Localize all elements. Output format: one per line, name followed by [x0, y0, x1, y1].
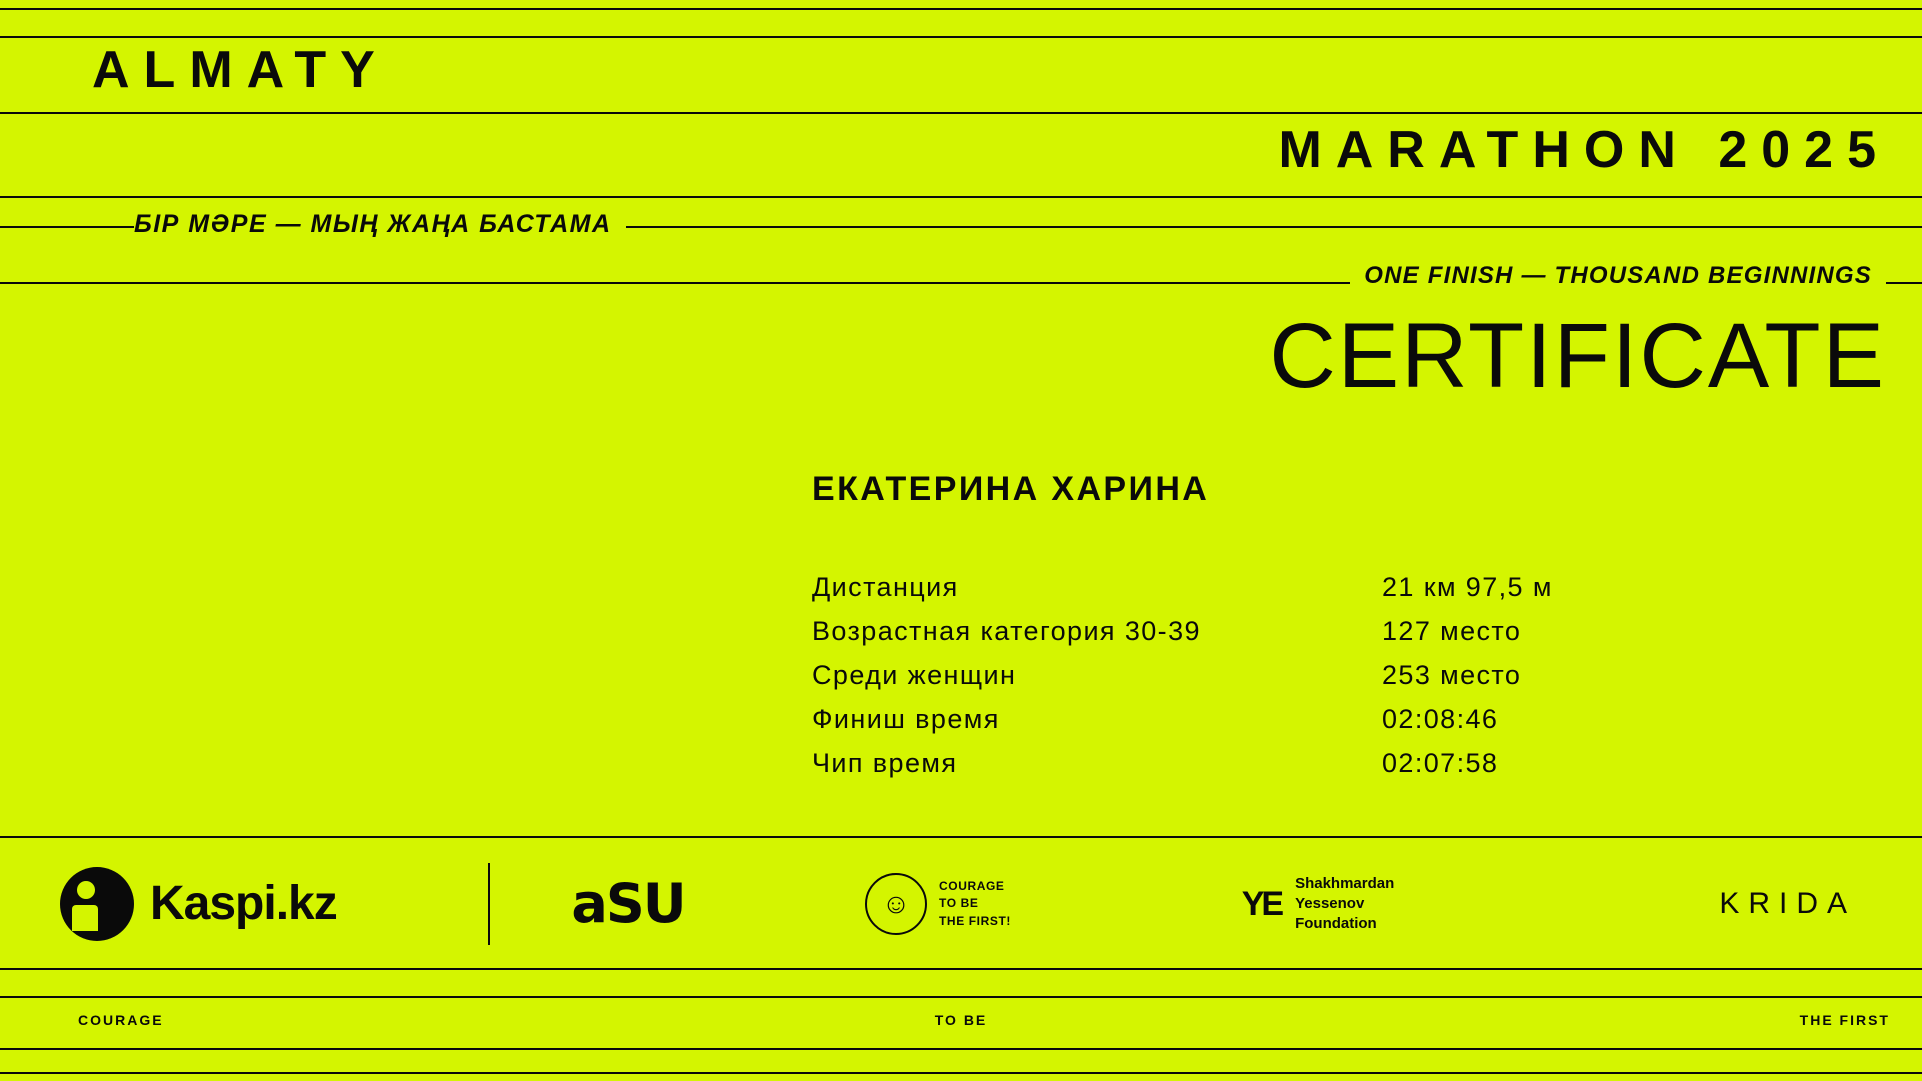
rule-footer-top — [0, 996, 1922, 998]
rule-top-2 — [0, 36, 1922, 38]
result-value: 21 км 97,5 м — [1382, 572, 1553, 602]
kaspi-logo-icon — [60, 867, 134, 941]
asu-wordmark: aSU — [571, 872, 685, 935]
rule-bottom — [0, 1072, 1922, 1074]
table-row — [812, 706, 1632, 733]
table-row — [812, 662, 1632, 689]
rule-sponsors-top — [0, 836, 1922, 838]
result-label: Возрастная категория 30-39 — [812, 616, 1201, 646]
courage-line-1: COURAGE — [939, 878, 1005, 893]
sponsor-strip — [0, 840, 1922, 968]
sponsor-divider — [488, 863, 490, 945]
result-label: Чип время — [812, 748, 958, 778]
rule-footer-bottom — [0, 1048, 1922, 1050]
result-label: Дистанция — [812, 572, 959, 602]
result-value: 02:08:46 — [1382, 704, 1499, 734]
shakhmardan-line-1: Shakhmardan — [1295, 874, 1395, 892]
courage-fund-icon: ☺ — [865, 873, 927, 935]
table-row — [812, 618, 1632, 645]
sponsor-shakhmardan-yessenov — [1118, 840, 1518, 968]
result-value: 253 место — [1382, 660, 1522, 690]
rule-header-2 — [0, 196, 1922, 198]
shakhmardan-line-2: Yessenov — [1295, 894, 1365, 912]
shakhmardan-line-3: Foundation — [1295, 915, 1377, 933]
result-value: 02:07:58 — [1382, 748, 1499, 778]
footer-left: COURAGE — [78, 1012, 164, 1028]
slogan-kazakh: БІР МӘРЕ — МЫҢ ЖАҢА БАСТАМА — [134, 212, 626, 237]
result-label: Среди женщин — [812, 660, 1017, 690]
table-row — [812, 750, 1632, 777]
courage-line-2: TO BE — [939, 896, 979, 911]
yessenov-foundation-icon: YE — [1241, 885, 1282, 923]
table-row — [812, 574, 1632, 601]
result-value: 127 место — [1382, 616, 1522, 646]
kaspi-wordmark: Kaspi.kz — [150, 877, 337, 930]
courage-line-3: THE FIRST! — [939, 913, 1011, 928]
sponsor-asu — [498, 840, 758, 968]
footer-right: THE FIRST — [1799, 1012, 1890, 1028]
footer — [0, 1012, 1922, 1028]
event-title: MARATHON 2025 — [1278, 121, 1890, 179]
athlete-name: ЕКАТЕРИНА ХАРИНА — [812, 470, 1210, 508]
sponsor-krida — [1518, 840, 1922, 968]
rule-top-1 — [0, 8, 1922, 10]
results-table — [812, 574, 1632, 794]
sponsor-courage-fund — [758, 840, 1118, 968]
result-label: Финиш время — [812, 704, 1000, 734]
rule-sponsors-bottom — [0, 968, 1922, 970]
sponsor-kaspi — [0, 840, 480, 968]
city-title: ALMATY — [92, 41, 389, 99]
rule-header-1 — [0, 112, 1922, 114]
footer-middle: TO BE — [934, 1012, 988, 1028]
krida-wordmark: KRIDA — [1719, 887, 1856, 920]
page-title: CERTIFICATE — [1269, 305, 1886, 407]
slogan-english: ONE FINISH — THOUSAND BEGINNINGS — [1350, 264, 1886, 288]
